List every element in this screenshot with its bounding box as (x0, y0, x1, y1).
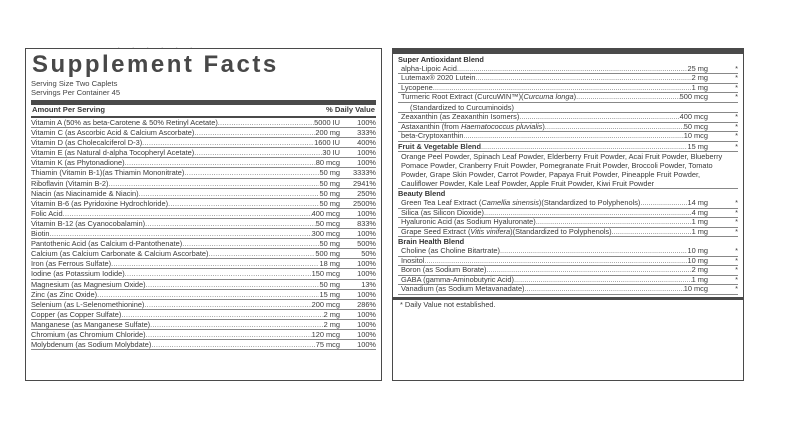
nutrient-name: Zinc (as Zinc Oxide) (31, 289, 98, 299)
ingredient-amount: 50 mcg (683, 122, 708, 131)
ingredient-dv: * (735, 122, 738, 131)
antioxidant-list (398, 132, 738, 142)
nutrient-amount: 2 mg (323, 319, 340, 329)
blend-title-fruit-vegetable (398, 142, 738, 152)
nutrient-name: Manganese (as Manganese Sulfate) (31, 319, 151, 329)
ingredient-amount: 10 mg (687, 256, 708, 265)
nutrient-amount: 18 mg (319, 259, 340, 269)
nutrient-daily-value: 100% (357, 229, 376, 239)
nutrient-amount: 1600 IU (314, 138, 340, 148)
ingredient-note: (Standardized to Curcuminoids) (398, 103, 738, 113)
nutrient-amount: 50 mg (319, 188, 340, 198)
nutrient-row (31, 179, 376, 189)
nutrient-row (31, 340, 376, 350)
supplement-facts-panel (25, 48, 382, 381)
ingredient-name: GABA (gamma-Aminobutyric Acid) (401, 275, 514, 284)
nutrient-daily-value: 333% (357, 128, 376, 138)
blend-amount: 15 mg (687, 141, 708, 151)
ingredient-row (398, 266, 738, 276)
ingredient-name: Boron (as Sodium Borate) (401, 266, 487, 275)
nutrient-row (31, 189, 376, 199)
ingredient-dv: * (735, 198, 738, 207)
nutrient-daily-value: 100% (357, 340, 376, 350)
blend-dv: * (735, 141, 738, 151)
nutrient-amount: 5000 IU (314, 118, 340, 127)
ingredient-name: Hyaluronic Acid (as Sodium Hyaluronate) (401, 218, 536, 227)
ingredient-dv: * (735, 93, 738, 102)
nutrient-daily-value: 100% (357, 269, 376, 279)
nutrient-name: Folic Acid (31, 208, 63, 218)
nutrient-row (31, 320, 376, 330)
nutrient-amount: 120 mcg (311, 329, 340, 339)
nutrient-row (31, 310, 376, 320)
vitamin-table (31, 118, 376, 350)
ingredient-row (398, 84, 738, 94)
ingredient-row (398, 93, 738, 103)
nutrient-daily-value: 400% (357, 138, 376, 148)
footnote: * Daily Value not established. (400, 299, 496, 309)
ingredient-name: alpha-Lipoic Acid (401, 64, 457, 73)
nutrient-amount: 50 mg (319, 279, 340, 289)
ingredient-row (398, 285, 738, 295)
ingredient-dv: * (735, 112, 738, 121)
nutrient-amount: 50 mcg (315, 218, 340, 228)
ingredient-name: Choline (as Choline Bitartrate) (401, 246, 500, 255)
panel-title: Supplement Facts (32, 51, 279, 78)
brain-list (398, 247, 738, 295)
nutrient-row (31, 199, 376, 209)
nutrient-name: Calcium (as Calcium Carbonate & Calcium Ascorbate) (31, 249, 209, 259)
ingredient-row (398, 247, 738, 257)
nutrient-row (31, 209, 376, 219)
nutrient-name: Biotin (31, 229, 50, 239)
ingredient-dv: * (735, 132, 738, 141)
ingredient-dv: * (735, 218, 738, 227)
ingredient-amount: 2 mg (691, 74, 708, 83)
ingredient-row (398, 257, 738, 267)
ingredient-dv: * (735, 227, 738, 236)
header-daily-value: % Daily Value (326, 105, 375, 114)
ingredient-dv: * (735, 266, 738, 275)
ingredient-row (398, 218, 738, 228)
nutrient-name: Vitamin B-12 (as Cyanocobalamin) (31, 218, 146, 228)
nutrient-row (31, 330, 376, 340)
ingredient-name: Inositol (401, 256, 425, 265)
ingredient-row (398, 65, 738, 75)
ingredient-dv: * (735, 285, 738, 294)
ingredient-amount: 14 mg (687, 198, 708, 207)
nutrient-name: Magnesium (as Magnesium Oxide) (31, 279, 146, 289)
nutrient-name: Riboflavin (Vitamin B-2) (31, 178, 109, 188)
nutrient-daily-value: 100% (357, 158, 376, 168)
nutrient-name: Chromium (as Chromium Chloride) (31, 329, 146, 339)
nutrient-name: Thiamin (Vitamin B-1)(as Thiamin Mononitrate) (31, 168, 185, 178)
nutrient-row (31, 229, 376, 239)
nutrient-amount: 75 mcg (315, 340, 340, 350)
blend-title-beauty: Beauty Blend (398, 189, 446, 199)
ingredient-amount: 10 mcg (683, 285, 708, 294)
nutrient-name: Vitamin C (as Ascorbic Acid & Calcium Ascorbate) (31, 128, 195, 138)
nutrient-row (31, 249, 376, 259)
nutrient-daily-value: 100% (357, 289, 376, 299)
nutrient-daily-value: 50% (361, 249, 376, 259)
nutrient-daily-value: 286% (357, 299, 376, 309)
blend-title-antioxidant: Super Antioxidant Blend (398, 55, 484, 64)
nutrient-daily-value: 250% (357, 188, 376, 198)
nutrient-row (31, 290, 376, 300)
nutrient-daily-value: 100% (357, 259, 376, 269)
nutrient-amount: 400 mcg (311, 208, 340, 218)
nutrient-amount: 15 mg (319, 289, 340, 299)
nutrient-daily-value: 100% (357, 118, 376, 127)
beauty-list (398, 209, 738, 228)
ingredient-row (398, 209, 738, 219)
nutrient-name: Vitamin K (as Phytonadione) (31, 158, 125, 168)
nutrient-name: Vitamin E (as Natural d-alpha Tocopheryl Acetate) (31, 148, 195, 158)
ingredient-row (398, 123, 738, 133)
ingredient-amount: 1 mg (691, 218, 708, 227)
nutrient-amount: 200 mg (315, 128, 340, 138)
ingredient-amount: 10 mcg (683, 132, 708, 141)
blend-name: Fruit & Vegetable Blend (398, 141, 481, 151)
ingredient-dv: * (735, 64, 738, 73)
ingredient-row (398, 74, 738, 84)
table-header (31, 105, 376, 118)
nutrient-daily-value: 13% (361, 279, 376, 289)
nutrient-name: Copper (as Copper Sulfate) (31, 309, 122, 319)
ingredient-row (398, 199, 738, 209)
ingredient-name: Turmeric Root Extract (CurcuWIN™)(Curcuma longa) (401, 93, 577, 102)
nutrient-amount: 50 mg (319, 239, 340, 249)
nutrient-daily-value: 500% (357, 239, 376, 249)
ingredient-row (398, 276, 738, 286)
nutrient-row (31, 118, 376, 128)
nutrient-row (31, 259, 376, 269)
nutrient-daily-value: 3333% (352, 168, 376, 178)
ingredient-name: Zeaxanthin (as Zeaxanthin Isomers) (401, 112, 520, 121)
ingredient-dv: * (735, 275, 738, 284)
nutrient-name: Selenium (as L-Selenomethionine) (31, 299, 145, 309)
nutrient-amount: 300 mcg (311, 229, 340, 239)
nutrient-row (31, 219, 376, 229)
blends-panel (392, 48, 744, 381)
ingredient-name: Grape Seed Extract (Vitis vinifera)(Standardized to Polyphenols) (401, 227, 612, 236)
ingredient-row (398, 228, 738, 238)
nutrient-name: Iodine (as Potassium Iodide) (31, 269, 125, 279)
nutrient-amount: 30 IU (322, 148, 340, 158)
nutrient-amount: 150 mcg (311, 269, 340, 279)
ingredient-name: Astaxanthin (from Haematococcus pluvialis) (401, 122, 545, 131)
ingredient-name: Vanadium (as Sodium Metavanadate) (401, 285, 525, 294)
ingredient-dv: * (735, 256, 738, 265)
ingredient-amount: 1 mg (691, 227, 708, 236)
nutrient-row (31, 300, 376, 310)
nutrient-daily-value: 100% (357, 319, 376, 329)
ingredient-dv: * (735, 208, 738, 217)
nutrient-row (31, 239, 376, 249)
nutrient-name: Molybdenum (as Sodium Molybdate) (31, 340, 152, 350)
nutrient-row (31, 269, 376, 279)
ingredient-amount: 2 mg (691, 266, 708, 275)
ingredient-name: Lycopene (401, 83, 433, 92)
ingredient-amount: 10 mg (687, 246, 708, 255)
nutrient-row (31, 168, 376, 178)
header-amount: Amount Per Serving (32, 105, 105, 114)
servings-per-container: Servings Per Container 45 (31, 88, 121, 97)
nutrient-row (31, 280, 376, 290)
antioxidant-list (398, 113, 738, 123)
nutrient-daily-value: 100% (357, 148, 376, 158)
fruit-vegetable-ingredients: Orange Peel Powder, Spinach Leaf Powder, Elderberry Fruit Powder, Acai Fruit Powder, Blueberry Pomace Powder, Cranberry Fruit Powder, Pomegranate Fruit Powder, Broccoli Powder, Tomato Powder, Grape Skin Powder, Carrot Powder, Papaya Fruit Powder, Pineapple Fruit Powder, Cauliflower Powder, Kale Leaf Powder, Apple Fruit Powder, Kiwi Fruit Powder (398, 152, 738, 190)
ingredient-amount: 4 mg (691, 208, 708, 217)
nutrient-daily-value: 2500% (352, 198, 376, 208)
nutrient-daily-value: 2941% (352, 178, 376, 188)
ingredient-dv: * (735, 246, 738, 255)
ingredient-amount: 500 mcg (679, 93, 708, 102)
nutrient-row (31, 138, 376, 148)
ingredient-dv: * (735, 83, 738, 92)
ingredient-name: Lutemax® 2020 Lutein (401, 74, 476, 83)
nutrient-amount: 50 mg (319, 178, 340, 188)
nutrient-name: Pantothenic Acid (as Calcium d-Pantothenate) (31, 239, 183, 249)
thick-divider (393, 49, 743, 54)
nutrient-amount: 500 mg (315, 249, 340, 259)
ingredient-row (398, 113, 738, 123)
ingredient-amount: 1 mg (691, 275, 708, 284)
ingredient-dv: * (735, 74, 738, 83)
ingredient-name: beta-Cryptoxanthin (401, 132, 464, 141)
nutrient-name: Niacin (as Niacinamide & Niacin) (31, 188, 139, 198)
nutrient-daily-value: 833% (357, 218, 376, 228)
ingredient-name: Silica (as Silicon Dioxide) (401, 208, 484, 217)
nutrient-amount: 50 mg (319, 198, 340, 208)
nutrient-row (31, 148, 376, 158)
ingredient-name: Green Tea Leaf Extract (Camellia sinensis)(Standardized to Polyphenols) (401, 198, 641, 207)
nutrient-daily-value: 100% (357, 329, 376, 339)
blend-title-brain: Brain Health Blend (398, 237, 465, 247)
nutrient-name: Vitamin D (as Cholecalciferol D-3) (31, 138, 143, 148)
antioxidant-list (398, 65, 738, 94)
nutrient-name: Vitamin A (50% as beta-Carotene & 50% Retinyl Acetate) (31, 118, 218, 127)
nutrient-row (31, 158, 376, 168)
nutrient-amount: 80 mcg (315, 158, 340, 168)
nutrient-amount: 50 mg (319, 168, 340, 178)
nutrient-name: Vitamin B-6 (as Pyridoxine Hydrochloride) (31, 198, 169, 208)
ingredient-amount: 400 mcg (679, 112, 708, 121)
nutrient-name: Iron (as Ferrous Sulfate) (31, 259, 112, 269)
nutrient-amount: 2 mg (323, 309, 340, 319)
serving-size: Serving Size Two Caplets (31, 79, 118, 88)
ingredient-amount: 25 mg (687, 64, 708, 73)
ingredient-amount: 1 mg (691, 83, 708, 92)
nutrient-daily-value: 100% (357, 309, 376, 319)
nutrient-daily-value: 100% (357, 208, 376, 218)
nutrient-row (31, 128, 376, 138)
ingredient-row (398, 132, 738, 142)
nutrient-amount: 200 mcg (311, 299, 340, 309)
